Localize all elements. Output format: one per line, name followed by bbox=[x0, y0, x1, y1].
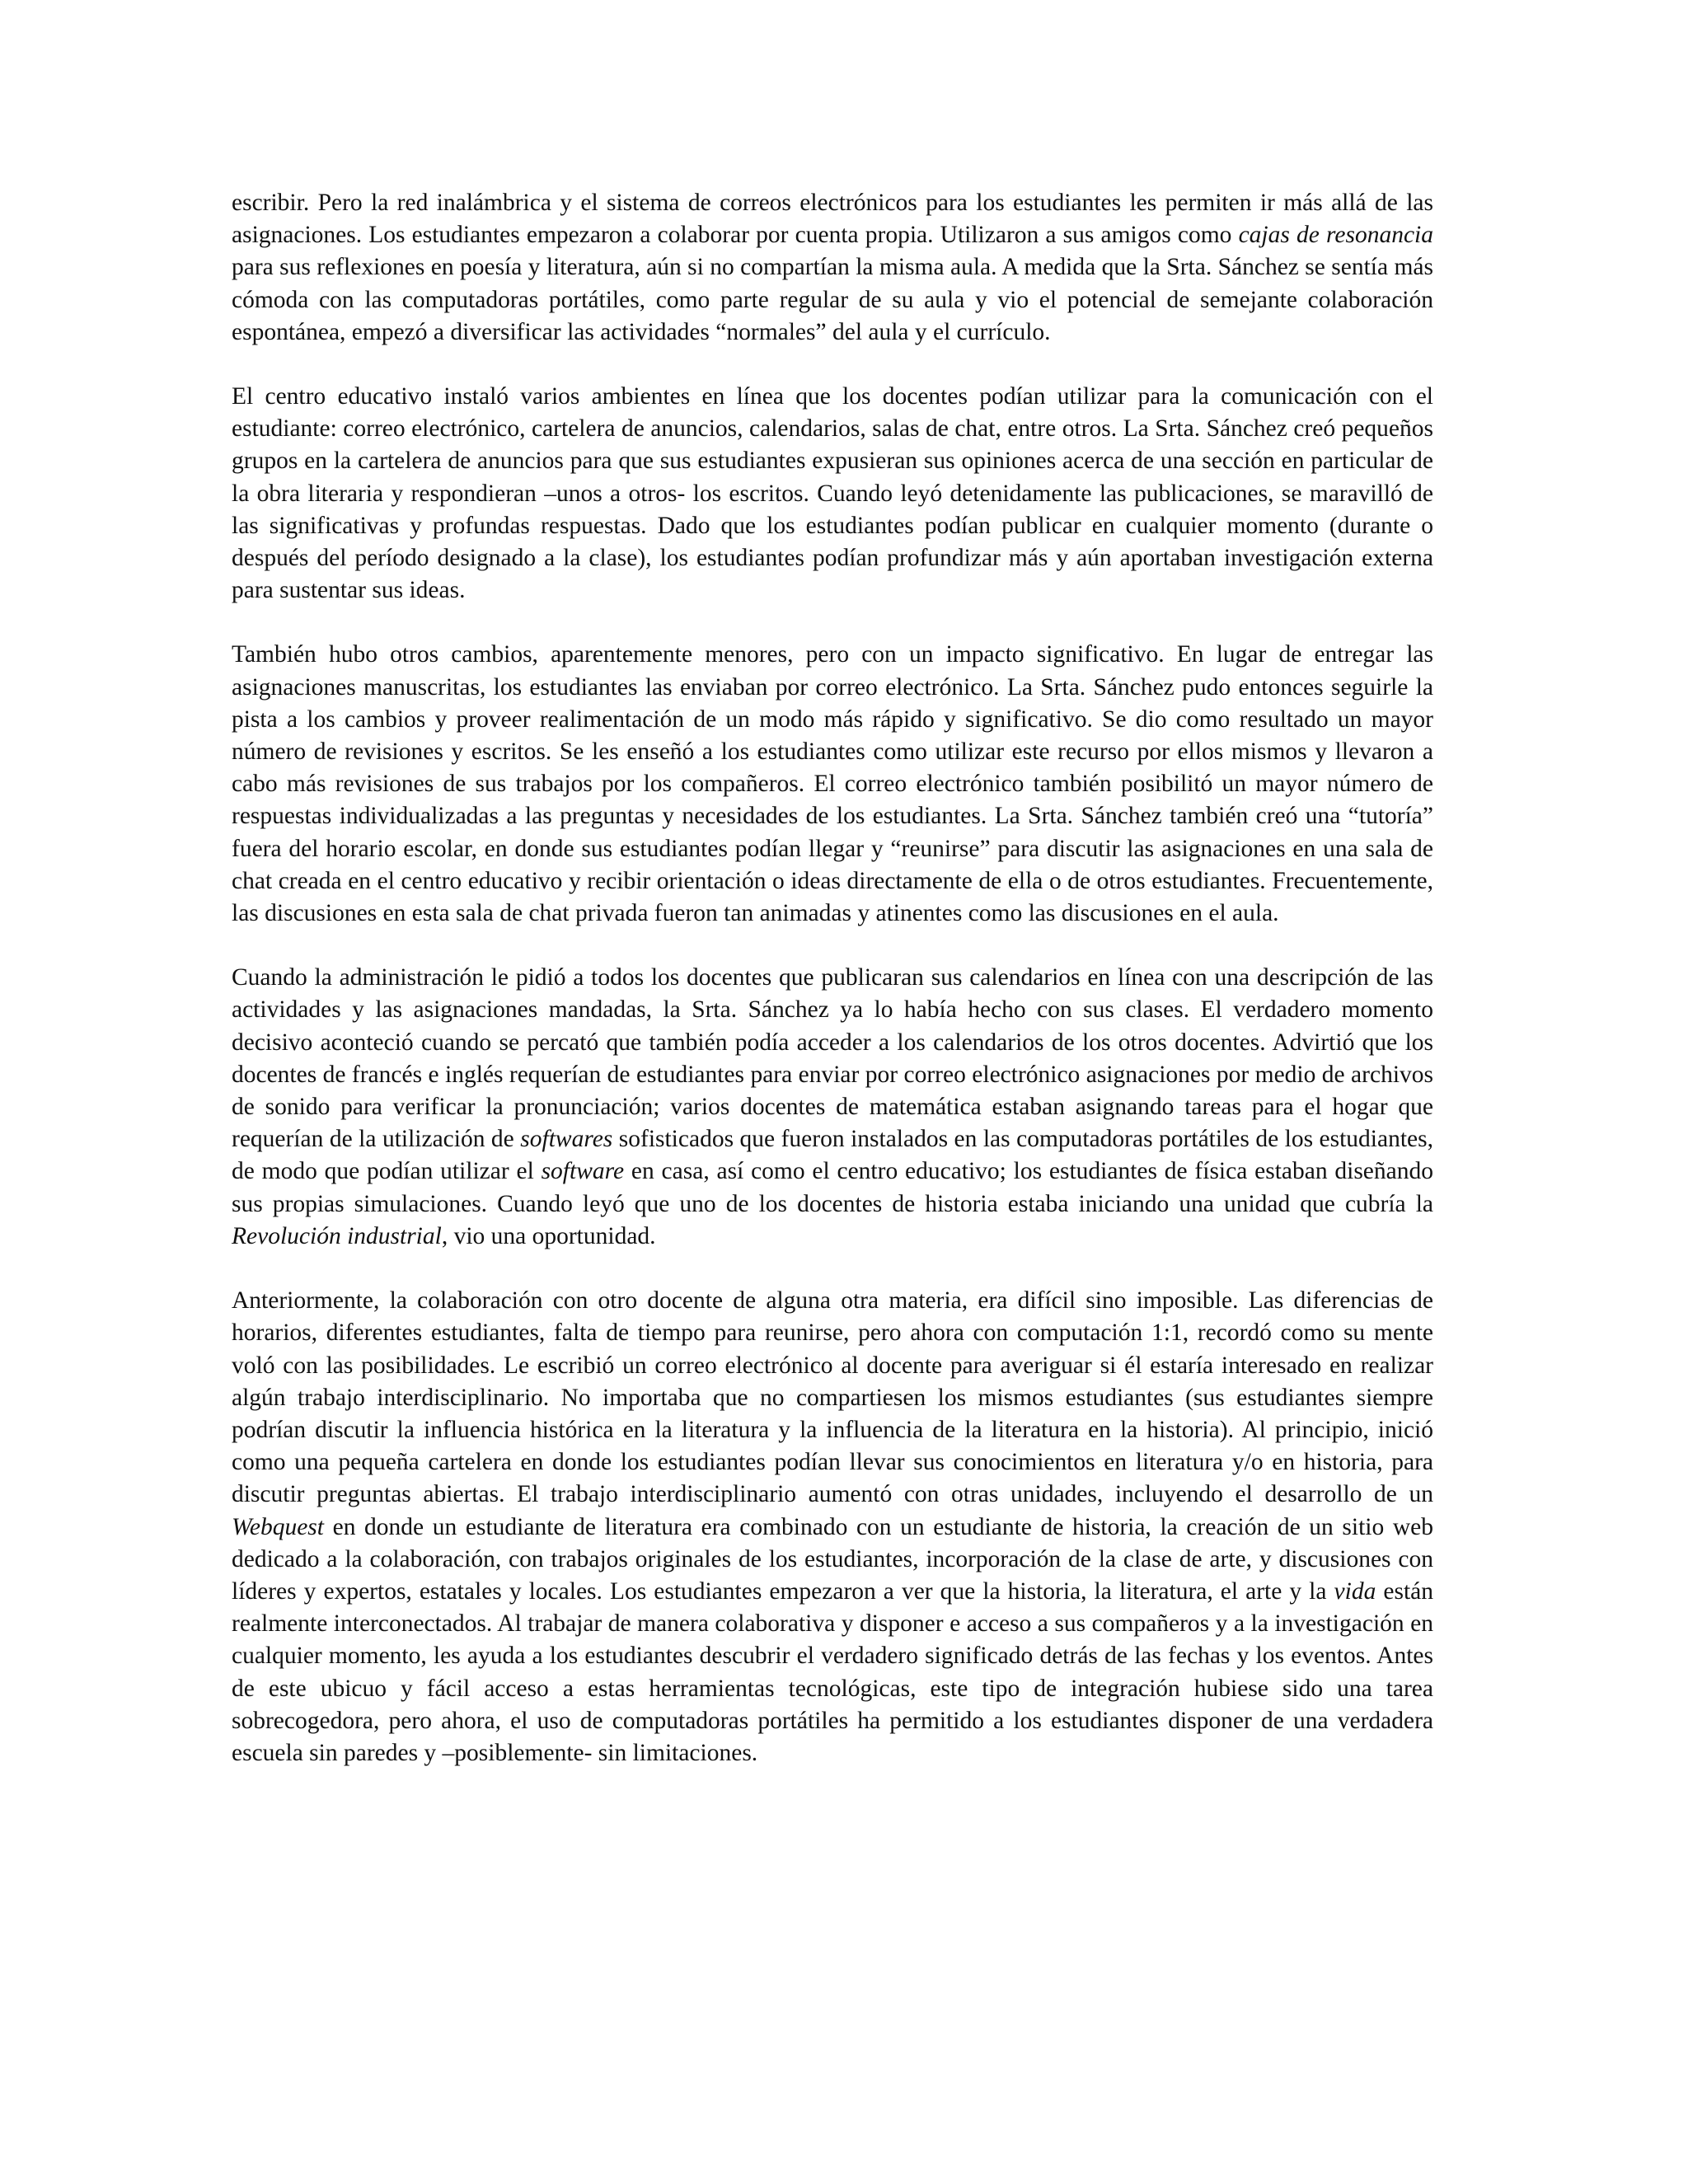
paragraph-1-run-2-italic: cajas de resonancia bbox=[1238, 222, 1433, 249]
paragraph-4-run-5: en casa, así como el centro educativo; los estudiantes de física estaban diseñando sus propias simulaciones. Cuando leyó que uno de los docentes de historia estaba iniciando una unidad que cubría la bbox=[232, 1158, 1433, 1217]
paragraph-5-run-3: en donde un estudiante de literatura era combinado con un estudiante de historia, la creación de un sitio web dedicado a la colaboración, con trabajos originales de los estudiantes, incorporación de la clase de arte, y discusiones con líderes y expertos, estatales y locales. Los estudiantes empezaron a ver que la historia, la literatura, el arte y la bbox=[232, 1513, 1433, 1605]
paragraph-4-run-6-italic: Revolución industrial bbox=[232, 1222, 442, 1249]
paragraph-2 bbox=[232, 381, 1433, 607]
paragraph-4-run-7: , vio una oportunidad. bbox=[441, 1222, 656, 1249]
paragraph-4 bbox=[232, 962, 1433, 1253]
document-body bbox=[232, 187, 1433, 1769]
paragraph-1-run-1: escribir. Pero la red inalámbrica y el sistema de correos electrónicos para los estudiantes les permiten ir más allá de las asignaciones. Los estudiantes empezaron a colaborar por cuenta propia. Utilizaron a sus amigos como bbox=[232, 190, 1433, 249]
paragraph-5-run-4-italic: vida bbox=[1334, 1577, 1376, 1605]
paragraph-4-run-2-italic: softwares bbox=[520, 1126, 613, 1153]
paragraph-4-run-1: Cuando la administración le pidió a todos los docentes que publicaran sus calendarios en línea con una descripción de las actividades y las asignaciones mandadas, la Srta. Sánchez ya lo había hecho con sus clases. El verdadero momento decisivo aconteció cuando se percató que también podía acceder a los calendarios de los otros docentes. Advirtió que los docentes de francés e inglés requerían de estudiantes para enviar por correo electrónico asignaciones por medio de archivos de sonido para verificar la pronunciación; varios docentes de matemática estaban asignando tareas para el hogar que requerían de la utilización de bbox=[232, 964, 1433, 1153]
paragraph-3 bbox=[232, 639, 1433, 930]
paragraph-1-run-3: para sus reflexiones en poesía y literatura, aún si no compartían la misma aula. A medida que la Srta. Sánchez se sentía más cómoda con las computadoras portátiles, como parte regular de su aula y vio el potencial de semejante colaboración espontánea, empezó a diversificar las actividades “normales” del aula y el currículo. bbox=[232, 254, 1433, 345]
paragraph-5-run-1: Anteriormente, la colaboración con otro docente de alguna otra materia, era difícil sino imposible. Las diferencias de horarios, diferentes estudiantes, falta de tiempo para reunirse, pero ahora con computación 1:1, recordó como su mente voló con las posibilidades. Le escribió un correo electrónico al docente para averiguar si él estaría interesado en realizar algún trabajo interdisciplinario. No importaba que no compartiesen los mismos estudiantes (sus estudiantes siempre podrían discutir la influencia histórica en la literatura y la influencia de la literatura en la historia). Al principio, inició como una pequeña cartelera en donde los estudiantes podían llevar sus conocimientos en literatura y/o en historia, para discutir preguntas abiertas. El trabajo interdisciplinario aumentó con otras unidades, incluyendo el desarrollo de un bbox=[232, 1287, 1433, 1508]
paragraph-5-run-2-italic: Webquest bbox=[232, 1513, 324, 1540]
paragraph-1 bbox=[232, 187, 1433, 349]
paragraph-4-run-3: sofisticados que fueron instalados en las computadoras portátiles de los estudiantes, de modo que podían utilizar el bbox=[232, 1126, 1433, 1185]
paragraph-4-run-4-italic: software bbox=[541, 1158, 625, 1185]
paragraph-3-run-1: También hubo otros cambios, aparentemente menores, pero con un impacto significativo. En lugar de entregar las asignaciones manuscritas, los estudiantes las enviaban por correo electrónico. La Srta. Sánchez pudo entonces seguirle la pista a los cambios y proveer realimentación de un modo más rápido y significativo. Se dio como resultado un mayor número de revisiones y escritos. Se les enseñó a los estudiantes como utilizar este recurso por ellos mismos y llevaron a cabo más revisiones de sus trabajos por los compañeros. El correo electrónico también posibilitó un mayor número de respuestas individualizadas a las preguntas y necesidades de los estudiantes. La Srta. Sánchez también creó una “tutoría” fuera del horario escolar, en donde sus estudiantes podían llegar y “reunirse” para discutir las asignaciones en una sala de chat creada en el centro educativo y recibir orientación o ideas directamente de ella o de otros estudiantes. Frecuentemente, las discusiones en esta sala de chat privada fueron tan animadas y atinentes como las discusiones en el aula. bbox=[232, 641, 1433, 927]
paragraph-5-run-5: están realmente interconectados. Al trabajar de manera colaborativa y disponer e acceso a sus compañeros y a la investigación en cualquier momento, les ayuda a los estudiantes descubrir el verdadero significado detrás de las fechas y los eventos. Antes de este ubicuo y fácil acceso a estas herramientas tecnológicas, este tipo de integración hubiese sido una tarea sobrecogedora, pero ahora, el uso de computadoras portátiles ha permitido a los estudiantes disponer de una verdadera escuela sin paredes y –posiblemente- sin limitaciones. bbox=[232, 1577, 1433, 1766]
paragraph-2-run-1: El centro educativo instaló varios ambientes en línea que los docentes podían utilizar para la comunicación con el estudiante: correo electrónico, cartelera de anuncios, calendarios, salas de chat, entre otros. La Srta. Sánchez creó pequeños grupos en la cartelera de anuncios para que sus estudiantes expusieran sus opiniones acerca de una sección en particular de la obra literaria y respondieran –unos a otros- los escritos. Cuando leyó detenidamente las publicaciones, se maravilló de las significativas y profundas respuestas. Dado que los estudiantes podían publicar en cualquier momento (durante o después del período designado a la clase), los estudiantes podían profundizar más y aún aportaban investigación externa para sustentar sus ideas. bbox=[232, 383, 1433, 604]
paragraph-5 bbox=[232, 1285, 1433, 1769]
